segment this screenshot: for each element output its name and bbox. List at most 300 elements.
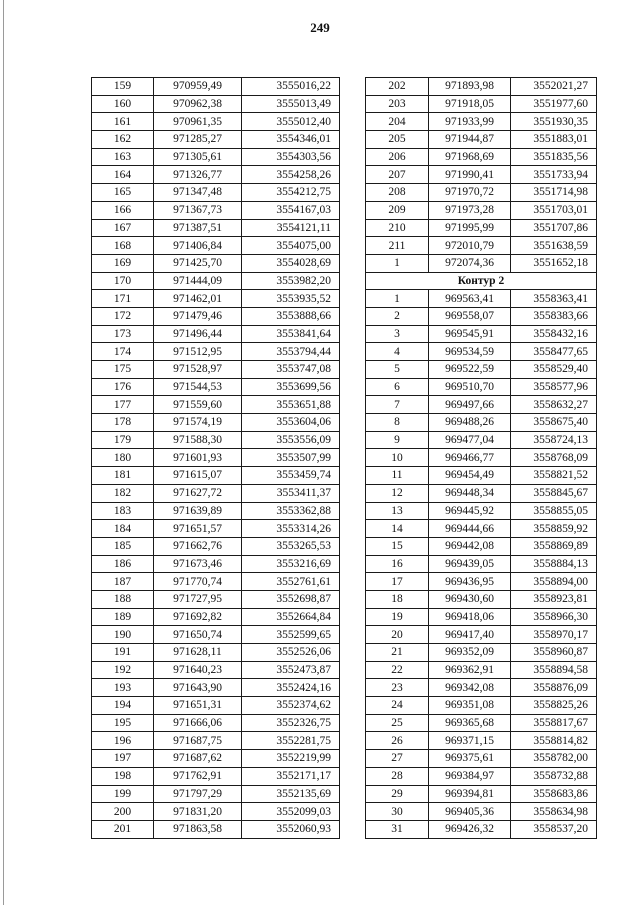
point-number-cell: 206 bbox=[366, 148, 429, 166]
table-row bbox=[92, 750, 340, 768]
x-coordinate-cell: 971387,51 bbox=[154, 219, 242, 237]
point-number-cell: 195 bbox=[92, 714, 154, 732]
table-row bbox=[366, 732, 597, 750]
x-coordinate-cell: 969365,68 bbox=[429, 714, 511, 732]
point-number-cell: 201 bbox=[92, 820, 154, 838]
y-coordinate-cell: 3558923,81 bbox=[511, 590, 597, 608]
x-coordinate-cell: 969418,06 bbox=[429, 608, 511, 626]
y-coordinate-cell: 3551733,94 bbox=[511, 166, 597, 184]
point-number-cell: 1 bbox=[366, 290, 429, 308]
y-coordinate-cell: 3551703,01 bbox=[511, 201, 597, 219]
x-coordinate-cell: 971973,28 bbox=[429, 201, 511, 219]
y-coordinate-cell: 3558363,41 bbox=[511, 290, 597, 308]
y-coordinate-cell: 3552761,61 bbox=[242, 573, 340, 591]
point-number-cell: 210 bbox=[366, 219, 429, 237]
table-row bbox=[366, 325, 597, 343]
point-number-cell: 172 bbox=[92, 307, 154, 325]
point-number-cell: 159 bbox=[92, 78, 154, 96]
table-row bbox=[92, 484, 340, 502]
x-coordinate-cell: 969352,09 bbox=[429, 644, 511, 662]
point-number-cell: 13 bbox=[366, 502, 429, 520]
y-coordinate-cell: 3552664,84 bbox=[242, 608, 340, 626]
y-coordinate-cell: 3553556,09 bbox=[242, 431, 340, 449]
x-coordinate-cell: 971893,98 bbox=[429, 78, 511, 96]
y-coordinate-cell: 3558966,30 bbox=[511, 608, 597, 626]
table-row bbox=[92, 590, 340, 608]
point-number-cell: 24 bbox=[366, 697, 429, 715]
table-row bbox=[92, 661, 340, 679]
x-coordinate-cell: 971559,60 bbox=[154, 396, 242, 414]
y-coordinate-cell: 3552326,75 bbox=[242, 714, 340, 732]
y-coordinate-cell: 3551883,01 bbox=[511, 131, 597, 149]
table-row bbox=[366, 396, 597, 414]
y-coordinate-cell: 3551930,35 bbox=[511, 113, 597, 131]
point-number-cell: 178 bbox=[92, 414, 154, 432]
table-row bbox=[92, 820, 340, 838]
y-coordinate-cell: 3553265,53 bbox=[242, 537, 340, 555]
table-row bbox=[366, 537, 597, 555]
x-coordinate-cell: 971528,97 bbox=[154, 361, 242, 379]
x-coordinate-cell: 971762,91 bbox=[154, 767, 242, 785]
table-row bbox=[92, 361, 340, 379]
x-coordinate-cell: 971692,82 bbox=[154, 608, 242, 626]
table-row bbox=[92, 237, 340, 255]
point-number-cell: 208 bbox=[366, 184, 429, 202]
table-row bbox=[92, 254, 340, 272]
table-row bbox=[92, 573, 340, 591]
table-row bbox=[366, 714, 597, 732]
y-coordinate-cell: 3555012,40 bbox=[242, 113, 340, 131]
table-row bbox=[92, 537, 340, 555]
point-number-cell: 204 bbox=[366, 113, 429, 131]
x-coordinate-cell: 969430,60 bbox=[429, 590, 511, 608]
table-row bbox=[366, 803, 597, 821]
y-coordinate-cell: 3554028,69 bbox=[242, 254, 340, 272]
table-row bbox=[92, 325, 340, 343]
table-row bbox=[366, 626, 597, 644]
y-coordinate-cell: 3552526,06 bbox=[242, 644, 340, 662]
table-row bbox=[366, 343, 597, 361]
x-coordinate-cell: 970961,35 bbox=[154, 113, 242, 131]
table-row bbox=[366, 113, 597, 131]
y-coordinate-cell: 3558537,20 bbox=[511, 820, 597, 838]
x-coordinate-cell: 971643,90 bbox=[154, 679, 242, 697]
y-coordinate-cell: 3552698,87 bbox=[242, 590, 340, 608]
point-number-cell: 183 bbox=[92, 502, 154, 520]
x-coordinate-cell: 972010,79 bbox=[429, 237, 511, 255]
y-coordinate-cell: 3558724,13 bbox=[511, 431, 597, 449]
table-row bbox=[366, 679, 597, 697]
table-row bbox=[366, 219, 597, 237]
x-coordinate-cell: 971544,53 bbox=[154, 378, 242, 396]
table-row bbox=[366, 750, 597, 768]
table-row bbox=[366, 555, 597, 573]
x-coordinate-cell: 971662,76 bbox=[154, 537, 242, 555]
y-coordinate-cell: 3555016,22 bbox=[242, 78, 340, 96]
y-coordinate-cell: 3558859,92 bbox=[511, 520, 597, 538]
x-coordinate-cell: 969497,66 bbox=[429, 396, 511, 414]
point-number-cell: 199 bbox=[92, 785, 154, 803]
table-row bbox=[92, 378, 340, 396]
point-number-cell: 10 bbox=[366, 449, 429, 467]
x-coordinate-cell: 971496,44 bbox=[154, 325, 242, 343]
point-number-cell: 164 bbox=[92, 166, 154, 184]
point-number-cell: 194 bbox=[92, 697, 154, 715]
point-number-cell: 14 bbox=[366, 520, 429, 538]
x-coordinate-cell: 969534,59 bbox=[429, 343, 511, 361]
y-coordinate-cell: 3558782,00 bbox=[511, 750, 597, 768]
y-coordinate-cell: 3551714,98 bbox=[511, 184, 597, 202]
y-coordinate-cell: 3558683,86 bbox=[511, 785, 597, 803]
y-coordinate-cell: 3552374,62 bbox=[242, 697, 340, 715]
x-coordinate-cell: 969362,91 bbox=[429, 661, 511, 679]
table-row bbox=[92, 803, 340, 821]
x-coordinate-cell: 971601,93 bbox=[154, 449, 242, 467]
y-coordinate-cell: 3552219,99 bbox=[242, 750, 340, 768]
x-coordinate-cell: 971995,99 bbox=[429, 219, 511, 237]
point-number-cell: 26 bbox=[366, 732, 429, 750]
y-coordinate-cell: 3552424,16 bbox=[242, 679, 340, 697]
x-coordinate-cell: 969417,40 bbox=[429, 626, 511, 644]
x-coordinate-cell: 971933,99 bbox=[429, 113, 511, 131]
x-coordinate-cell: 971574,19 bbox=[154, 414, 242, 432]
x-coordinate-cell: 971285,27 bbox=[154, 131, 242, 149]
x-coordinate-cell: 969426,32 bbox=[429, 820, 511, 838]
point-number-cell: 175 bbox=[92, 361, 154, 379]
point-number-cell: 11 bbox=[366, 467, 429, 485]
y-coordinate-cell: 3558845,67 bbox=[511, 484, 597, 502]
table-row bbox=[366, 131, 597, 149]
point-number-cell: 187 bbox=[92, 573, 154, 591]
y-coordinate-cell: 3553362,88 bbox=[242, 502, 340, 520]
point-number-cell: 23 bbox=[366, 679, 429, 697]
x-coordinate-cell: 971666,06 bbox=[154, 714, 242, 732]
y-coordinate-cell: 3554212,75 bbox=[242, 184, 340, 202]
x-coordinate-cell: 971627,72 bbox=[154, 484, 242, 502]
coordinates-table-right bbox=[365, 77, 597, 839]
table-row bbox=[366, 201, 597, 219]
table-row bbox=[366, 590, 597, 608]
table-row bbox=[366, 148, 597, 166]
table-row bbox=[92, 184, 340, 202]
table-row bbox=[92, 414, 340, 432]
table-row bbox=[92, 502, 340, 520]
x-coordinate-cell: 971479,46 bbox=[154, 307, 242, 325]
table-row bbox=[92, 166, 340, 184]
x-coordinate-cell: 969342,08 bbox=[429, 679, 511, 697]
x-coordinate-cell: 969394,81 bbox=[429, 785, 511, 803]
x-coordinate-cell: 971831,20 bbox=[154, 803, 242, 821]
y-coordinate-cell: 3551707,86 bbox=[511, 219, 597, 237]
point-number-cell: 190 bbox=[92, 626, 154, 644]
y-coordinate-cell: 3558732,88 bbox=[511, 767, 597, 785]
x-coordinate-cell: 970962,38 bbox=[154, 95, 242, 113]
table-row bbox=[92, 290, 340, 308]
y-coordinate-cell: 3552060,93 bbox=[242, 820, 340, 838]
y-coordinate-cell: 3551835,56 bbox=[511, 148, 597, 166]
table-row bbox=[366, 95, 597, 113]
x-coordinate-cell: 969448,34 bbox=[429, 484, 511, 502]
point-number-cell: 7 bbox=[366, 396, 429, 414]
y-coordinate-cell: 3552171,17 bbox=[242, 767, 340, 785]
y-coordinate-cell: 3553216,69 bbox=[242, 555, 340, 573]
y-coordinate-cell: 3552099,03 bbox=[242, 803, 340, 821]
point-number-cell: 18 bbox=[366, 590, 429, 608]
table-row bbox=[92, 113, 340, 131]
table-row bbox=[366, 767, 597, 785]
section-header-row bbox=[366, 272, 597, 290]
y-coordinate-cell: 3552135,69 bbox=[242, 785, 340, 803]
x-coordinate-cell: 971797,29 bbox=[154, 785, 242, 803]
point-number-cell: 188 bbox=[92, 590, 154, 608]
point-number-cell: 209 bbox=[366, 201, 429, 219]
point-number-cell: 200 bbox=[92, 803, 154, 821]
table-row bbox=[92, 95, 340, 113]
table-row bbox=[92, 396, 340, 414]
table-row bbox=[92, 555, 340, 573]
table-row bbox=[92, 767, 340, 785]
point-number-cell: 8 bbox=[366, 414, 429, 432]
table-row bbox=[92, 785, 340, 803]
point-number-cell: 160 bbox=[92, 95, 154, 113]
y-coordinate-cell: 3553314,26 bbox=[242, 520, 340, 538]
point-number-cell: 17 bbox=[366, 573, 429, 591]
point-number-cell: 5 bbox=[366, 361, 429, 379]
point-number-cell: 177 bbox=[92, 396, 154, 414]
x-coordinate-cell: 969445,92 bbox=[429, 502, 511, 520]
table-row bbox=[92, 148, 340, 166]
point-number-cell: 197 bbox=[92, 750, 154, 768]
y-coordinate-cell: 3553604,06 bbox=[242, 414, 340, 432]
table-row bbox=[366, 644, 597, 662]
table-row bbox=[366, 184, 597, 202]
point-number-cell: 31 bbox=[366, 820, 429, 838]
point-number-cell: 193 bbox=[92, 679, 154, 697]
point-number-cell: 191 bbox=[92, 644, 154, 662]
point-number-cell: 19 bbox=[366, 608, 429, 626]
y-coordinate-cell: 3558821,52 bbox=[511, 467, 597, 485]
x-coordinate-cell: 969563,41 bbox=[429, 290, 511, 308]
table-row bbox=[366, 166, 597, 184]
y-coordinate-cell: 3558894,58 bbox=[511, 661, 597, 679]
point-number-cell: 168 bbox=[92, 237, 154, 255]
point-number-cell: 162 bbox=[92, 131, 154, 149]
x-coordinate-cell: 971650,74 bbox=[154, 626, 242, 644]
x-coordinate-cell: 971615,07 bbox=[154, 467, 242, 485]
table-row bbox=[92, 131, 340, 149]
table-row bbox=[92, 219, 340, 237]
y-coordinate-cell: 3551652,18 bbox=[511, 254, 597, 272]
x-coordinate-cell: 969439,05 bbox=[429, 555, 511, 573]
x-coordinate-cell: 971651,31 bbox=[154, 697, 242, 715]
point-number-cell: 198 bbox=[92, 767, 154, 785]
x-coordinate-cell: 971406,84 bbox=[154, 237, 242, 255]
point-number-cell: 28 bbox=[366, 767, 429, 785]
x-coordinate-cell: 971970,72 bbox=[429, 184, 511, 202]
point-number-cell: 186 bbox=[92, 555, 154, 573]
y-coordinate-cell: 3558884,13 bbox=[511, 555, 597, 573]
table-row bbox=[92, 449, 340, 467]
y-coordinate-cell: 3554258,26 bbox=[242, 166, 340, 184]
x-coordinate-cell: 971651,57 bbox=[154, 520, 242, 538]
x-coordinate-cell: 969454,49 bbox=[429, 467, 511, 485]
table-row bbox=[92, 679, 340, 697]
table-row bbox=[366, 573, 597, 591]
coordinates-table-right-body bbox=[366, 78, 597, 839]
table-row bbox=[366, 820, 597, 838]
x-coordinate-cell: 972074,36 bbox=[429, 254, 511, 272]
y-coordinate-cell: 3553747,08 bbox=[242, 361, 340, 379]
x-coordinate-cell: 971673,46 bbox=[154, 555, 242, 573]
x-coordinate-cell: 969384,97 bbox=[429, 767, 511, 785]
table-row bbox=[92, 697, 340, 715]
table-row bbox=[92, 520, 340, 538]
point-number-cell: 171 bbox=[92, 290, 154, 308]
y-coordinate-cell: 3553651,88 bbox=[242, 396, 340, 414]
x-coordinate-cell: 969442,08 bbox=[429, 537, 511, 555]
x-coordinate-cell: 971727,95 bbox=[154, 590, 242, 608]
point-number-cell: 196 bbox=[92, 732, 154, 750]
y-coordinate-cell: 3558970,17 bbox=[511, 626, 597, 644]
y-coordinate-cell: 3558855,05 bbox=[511, 502, 597, 520]
table-row bbox=[366, 290, 597, 308]
table-row bbox=[366, 502, 597, 520]
x-coordinate-cell: 971990,41 bbox=[429, 166, 511, 184]
point-number-cell: 189 bbox=[92, 608, 154, 626]
y-coordinate-cell: 3558869,89 bbox=[511, 537, 597, 555]
point-number-cell: 184 bbox=[92, 520, 154, 538]
y-coordinate-cell: 3558634,98 bbox=[511, 803, 597, 821]
table-row bbox=[92, 272, 340, 290]
y-coordinate-cell: 3554075,00 bbox=[242, 237, 340, 255]
table-row bbox=[92, 644, 340, 662]
point-number-cell: 29 bbox=[366, 785, 429, 803]
point-number-cell: 179 bbox=[92, 431, 154, 449]
y-coordinate-cell: 3553982,20 bbox=[242, 272, 340, 290]
table-row bbox=[366, 449, 597, 467]
table-row bbox=[366, 78, 597, 96]
page-number: 249 bbox=[310, 20, 330, 35]
x-coordinate-cell: 971347,48 bbox=[154, 184, 242, 202]
point-number-cell: 176 bbox=[92, 378, 154, 396]
point-number-cell: 30 bbox=[366, 803, 429, 821]
y-coordinate-cell: 3558632,27 bbox=[511, 396, 597, 414]
x-coordinate-cell: 971918,05 bbox=[429, 95, 511, 113]
y-coordinate-cell: 3552473,87 bbox=[242, 661, 340, 679]
point-number-cell: 170 bbox=[92, 272, 154, 290]
table-row bbox=[92, 732, 340, 750]
page-edge-line bbox=[3, 0, 4, 905]
x-coordinate-cell: 969510,70 bbox=[429, 378, 511, 396]
x-coordinate-cell: 969477,04 bbox=[429, 431, 511, 449]
point-number-cell: 12 bbox=[366, 484, 429, 502]
x-coordinate-cell: 971640,23 bbox=[154, 661, 242, 679]
y-coordinate-cell: 3558577,96 bbox=[511, 378, 597, 396]
point-number-cell: 16 bbox=[366, 555, 429, 573]
x-coordinate-cell: 971770,74 bbox=[154, 573, 242, 591]
table-row bbox=[92, 201, 340, 219]
x-coordinate-cell: 971628,11 bbox=[154, 644, 242, 662]
point-number-cell: 20 bbox=[366, 626, 429, 644]
point-number-cell: 174 bbox=[92, 343, 154, 361]
point-number-cell: 181 bbox=[92, 467, 154, 485]
point-number-cell: 1 bbox=[366, 254, 429, 272]
point-number-cell: 166 bbox=[92, 201, 154, 219]
y-coordinate-cell: 3553699,56 bbox=[242, 378, 340, 396]
table-row bbox=[92, 307, 340, 325]
x-coordinate-cell: 969405,36 bbox=[429, 803, 511, 821]
point-number-cell: 169 bbox=[92, 254, 154, 272]
table-row bbox=[366, 608, 597, 626]
x-coordinate-cell: 971588,30 bbox=[154, 431, 242, 449]
table-row bbox=[366, 520, 597, 538]
table-row bbox=[366, 378, 597, 396]
y-coordinate-cell: 3558876,09 bbox=[511, 679, 597, 697]
table-row bbox=[92, 608, 340, 626]
table-row bbox=[92, 78, 340, 96]
table-row bbox=[92, 467, 340, 485]
x-coordinate-cell: 971444,09 bbox=[154, 272, 242, 290]
table-row bbox=[92, 343, 340, 361]
x-coordinate-cell: 971639,89 bbox=[154, 502, 242, 520]
y-coordinate-cell: 3553935,52 bbox=[242, 290, 340, 308]
y-coordinate-cell: 3558432,16 bbox=[511, 325, 597, 343]
x-coordinate-cell: 971687,62 bbox=[154, 750, 242, 768]
y-coordinate-cell: 3558675,40 bbox=[511, 414, 597, 432]
coordinates-table-left-body bbox=[92, 78, 340, 839]
y-coordinate-cell: 3558817,67 bbox=[511, 714, 597, 732]
x-coordinate-cell: 971944,87 bbox=[429, 131, 511, 149]
point-number-cell: 4 bbox=[366, 343, 429, 361]
y-coordinate-cell: 3552021,27 bbox=[511, 78, 597, 96]
point-number-cell: 25 bbox=[366, 714, 429, 732]
table-row bbox=[366, 254, 597, 272]
x-coordinate-cell: 971462,01 bbox=[154, 290, 242, 308]
x-coordinate-cell: 969545,91 bbox=[429, 325, 511, 343]
table-row bbox=[366, 467, 597, 485]
y-coordinate-cell: 3553841,64 bbox=[242, 325, 340, 343]
table-row bbox=[366, 361, 597, 379]
x-coordinate-cell: 969558,07 bbox=[429, 307, 511, 325]
y-coordinate-cell: 3552281,75 bbox=[242, 732, 340, 750]
x-coordinate-cell: 969351,08 bbox=[429, 697, 511, 715]
table-row bbox=[366, 661, 597, 679]
point-number-cell: 167 bbox=[92, 219, 154, 237]
x-coordinate-cell: 969522,59 bbox=[429, 361, 511, 379]
point-number-cell: 3 bbox=[366, 325, 429, 343]
table-row bbox=[366, 237, 597, 255]
x-coordinate-cell: 971968,69 bbox=[429, 148, 511, 166]
point-number-cell: 9 bbox=[366, 431, 429, 449]
coordinates-table-left bbox=[91, 77, 340, 839]
table-row bbox=[366, 431, 597, 449]
y-coordinate-cell: 3554303,56 bbox=[242, 148, 340, 166]
point-number-cell: 165 bbox=[92, 184, 154, 202]
point-number-cell: 2 bbox=[366, 307, 429, 325]
point-number-cell: 207 bbox=[366, 166, 429, 184]
point-number-cell: 205 bbox=[366, 131, 429, 149]
y-coordinate-cell: 3554346,01 bbox=[242, 131, 340, 149]
y-coordinate-cell: 3553459,74 bbox=[242, 467, 340, 485]
section-label: Контур 2 bbox=[366, 272, 597, 290]
table-row bbox=[92, 714, 340, 732]
point-number-cell: 163 bbox=[92, 148, 154, 166]
y-coordinate-cell: 3558768,09 bbox=[511, 449, 597, 467]
point-number-cell: 27 bbox=[366, 750, 429, 768]
table-row bbox=[366, 307, 597, 325]
table-row bbox=[92, 626, 340, 644]
y-coordinate-cell: 3553794,44 bbox=[242, 343, 340, 361]
